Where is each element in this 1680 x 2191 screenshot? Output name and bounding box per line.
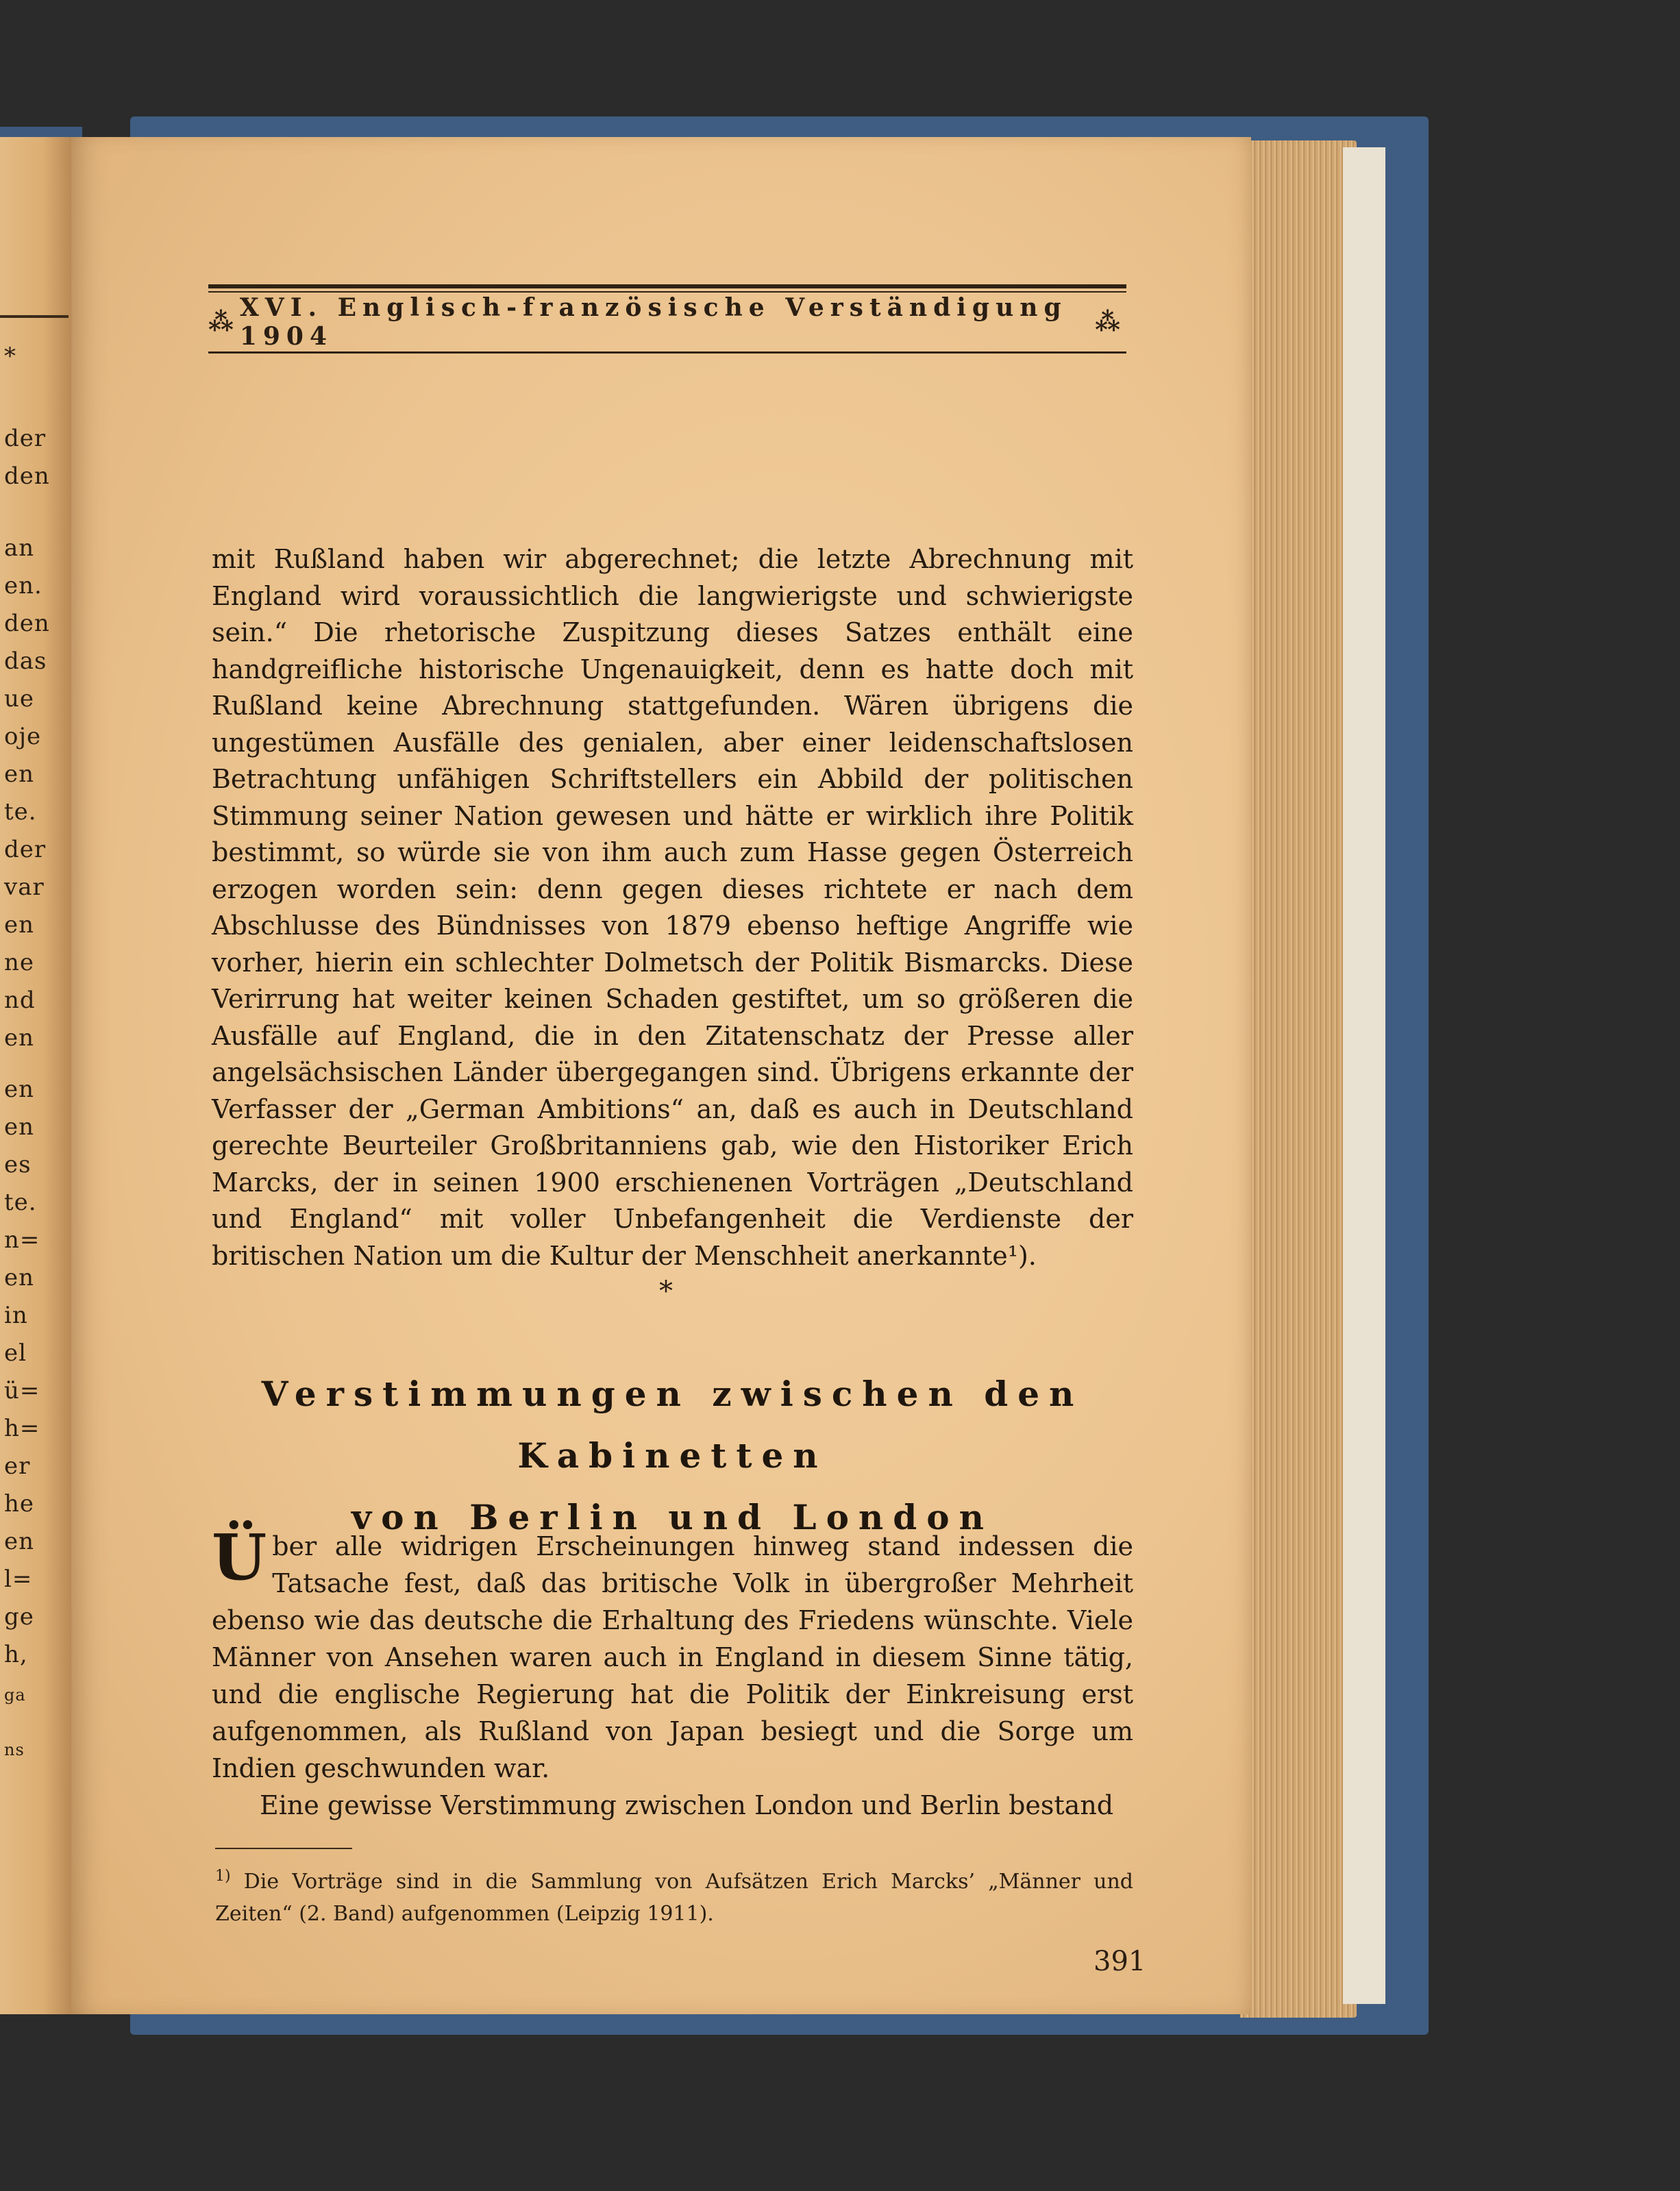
left-page-fragment: h= [4,1415,40,1442]
left-page-fragment: el [4,1339,27,1367]
left-page-fragment: der [4,836,47,863]
left-page-fragment: ne [4,949,35,976]
left-page-fragment: nd [4,987,36,1014]
left-page-fragment: er [4,1452,31,1480]
left-page-fragment: he [4,1490,35,1518]
body-text-block [212,541,1133,1274]
flyleaf [1343,147,1385,2004]
left-page-fragment: ü= [4,1377,40,1404]
left-page-fragment: en [4,1528,35,1555]
left-page [0,137,71,2014]
running-head-rule [208,284,1126,288]
left-page-fragment: l= [4,1565,33,1593]
left-page-fragment: te. [4,798,37,826]
left-page-fragment: ue [4,685,35,713]
footnote-rule [215,1848,352,1849]
footnote [215,1860,1133,1930]
paragraph-text: ber alle widrigen Erscheinungen hinweg stand indessen die Tatsache fest, daß das britische Volk in übergroßer Mehrheit ebenso wie das deutsche die Erhaltung des Friedens wünschte. Viele Männer von Ansehen waren auch in England in diesem Sinne tätig, und die englische Regierung hat die Politik der Einkreisung erst aufgenommen, als Rußland von Japan besiegt und die Sorge um Indien geschwunden war. [212,1531,1133,1783]
running-head [208,284,1126,354]
left-page-fragment: en [4,1024,35,1052]
left-page-fragment: en [4,1113,35,1141]
left-page-fragment: n= [4,1226,40,1254]
paragraph [212,1520,1133,1787]
page-number: 391 [1094,1946,1146,1977]
left-page-fragment: en. [4,572,42,599]
left-page-fragment: ga [4,1685,26,1705]
left-page-fragment: en [4,1076,35,1103]
section-heading-line: von Berlin und London [351,1497,993,1537]
running-head-row [208,293,1126,351]
left-page-fragment: ge [4,1603,34,1631]
ornament-icon: ⁂ [1095,308,1126,336]
running-head-rule [208,351,1126,354]
section-heading [212,1363,1133,1548]
left-page-fragment: * [4,343,16,370]
footnote-text: Die Vorträge sind in die Sammlung von Aufsätzen Erich Marcks’ „Männer und Zeiten“ (2. Band) aufgenommen (Leipzig 1911). [215,1870,1133,1926]
section-heading-line: Verstimmungen zwischen den Kabinetten [261,1374,1084,1476]
left-page-fragment: te. [4,1189,37,1216]
left-page-fragment: es [4,1151,32,1178]
left-page-fragment: h, [4,1641,28,1668]
left-page-fragment: en [4,760,35,788]
right-page [71,137,1251,2014]
left-page-fragment: den [4,610,50,637]
ornament-icon: ⁂ [208,308,240,336]
left-page-fragment: in [4,1302,28,1329]
left-page-rule [0,315,69,318]
footnote-mark: 1) [215,1868,231,1885]
left-page-fragment: der [4,425,47,452]
paragraph: mit Rußland haben wir abgerechnet; die letzte Abrechnung mit England wird voraussichtlich die langwierigste und schwierigste sein.“ Die rhetorische Zuspitzung dieses Satzes enthält eine handgreifliche historische Ungenauigkeit, denn es hatte doch mit Rußland keine Abrechnung stattgefunden. Wären übrigens die ungestümen Ausfälle des genialen, aber einer leidenschaftslosen Betrachtung unfähigen Schriftstellers ein Abbild der politischen Stimmung seiner Nation gewesen und hätte er wirklich ihre Politik bestimmt, so würde sie von ihm auch zum Hasse gegen Österreich erzogen worden sein: denn gegen dieses richtete er nach dem Abschlusse des Bündnisses von 1879 ebenso heftige Angriffe wie vorher, hierin ein schlechter Dolmetsch der Politik Bismarcks. Diese Verirrung hat weiter keinen Schaden gestiftet, um so größeren die Ausfälle auf England, die in den Zitatenschatz der Presse aller angelsächsischen Länder übergegangen sind. Übrigens erkannte der Verfasser der „German Ambitions“ an, daß es auch in Deutschland gerechte Beurteiler Großbritanniens gab, wie den Historiker Erich Marcks, der in seinen 1900 erschienenen Vorträgen „Deutschland und England“ mit voller Unbefangenheit die Verdienste der britischen Nation um die Kultur der Menschheit anerkannte¹). [212,544,1133,1271]
left-page-fragment: an [4,534,35,562]
left-page-fragment: var [4,874,45,901]
asterism: * [659,1276,673,1307]
left-page-fragment: oje [4,723,42,750]
left-page-fragment: en [4,1264,35,1291]
left-page-fragment: ns [4,1740,25,1759]
page-edges [1240,140,1357,2018]
paragraph: Eine gewisse Verstimmung zwischen London und Berlin bestand [260,1790,1114,1820]
left-page-fragment: en [4,911,35,939]
body-text-block [212,1520,1133,1824]
drop-cap: Ü [212,1520,267,1594]
left-page-fragment: den [4,462,50,490]
running-head-title: XVI. Englisch-französische Verständigung 1904 [239,293,1067,351]
left-page-fragment: das [4,647,47,675]
